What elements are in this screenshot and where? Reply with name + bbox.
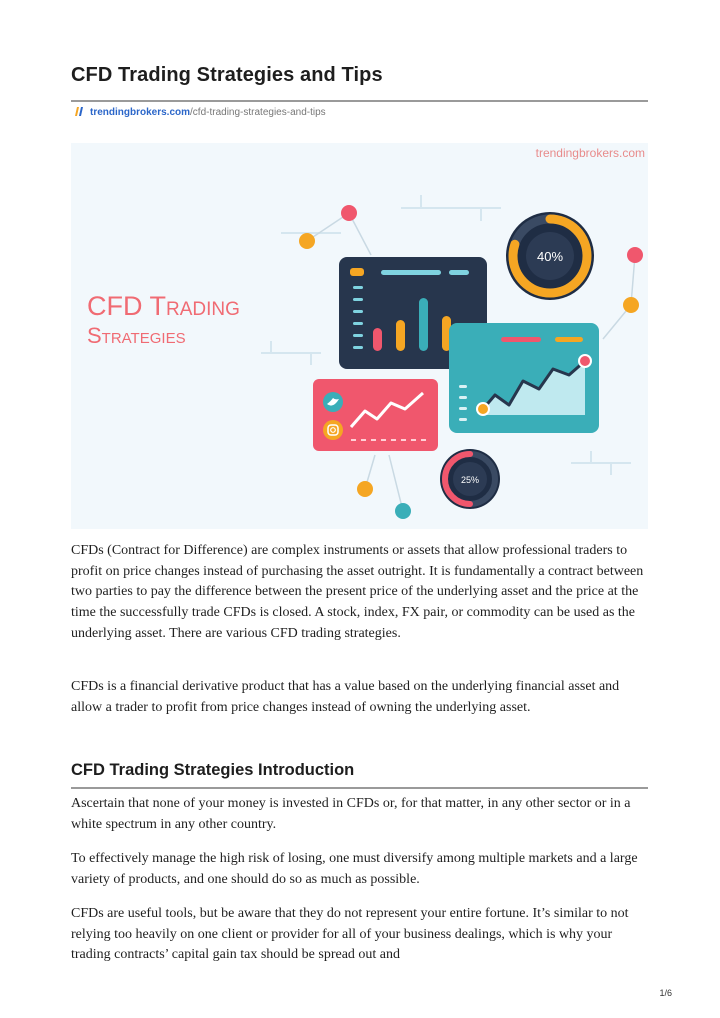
hero-watermark: trendingbrokers.com: [535, 146, 645, 160]
hero-illustration: [71, 143, 648, 529]
page-title: CFD Trading Strategies and Tips: [71, 64, 383, 86]
hero-heading-line1: CFD Trading: [87, 291, 240, 321]
instagram-icon: [323, 420, 343, 440]
page-indicator: 1/6: [659, 988, 672, 998]
source-link[interactable]: [90, 107, 326, 118]
trendingbrokers-logo-icon: [73, 107, 85, 116]
social-card: [313, 379, 438, 451]
paragraph-diversify: To effectively manage the high risk of losing, one must diversify among multiple markets and a large variety of products, and one should do so as much as possible.: [71, 851, 638, 887]
paragraph-useful-tools: CFDs are useful tools, but be aware that they do not represent your entire fortune. It’s similar to not relying too heavily on one client or provider for all of your business dealings, which is why your trading contracts’ capital gain tax should be spread out and: [71, 906, 629, 963]
dot-pink-right: [627, 247, 643, 263]
dot-teal-bottom: [395, 503, 411, 519]
bar-3: [419, 298, 428, 351]
line-chart-card: [449, 323, 599, 433]
donut-small-label: 25%: [460, 475, 480, 485]
paragraph-ascertain: Ascertain that none of your money is invested in CFDs or, for that matter, in any other sector or in a white spectrum in any other country.: [71, 796, 631, 832]
dot-orange-right: [623, 297, 639, 313]
donut-large-label: 40%: [536, 249, 564, 264]
paragraph-intro: CFDs (Contract for Difference) are complex instruments or assets that allow professional traders to profit on price changes instead of purchasing the asset outright. It is fundamentally a contract between two parties to pay the difference between the present price of the underlying asset and the price at the time the successfully trade CFDs is closed. A stock, index, FX pair, or commodity can be used as the underlying asset. There are various CFD trading strategies.: [71, 543, 644, 641]
donut-small: [440, 449, 500, 509]
paragraph-definition: CFDs is a financial derivative product that has a value based on the underlying financial asset and allow a trader to profit from price changes instead of owning the underlying asset.: [71, 679, 620, 715]
donut-large: [506, 212, 594, 300]
dot-orange-left: [299, 233, 315, 249]
dot-pink-top: [341, 205, 357, 221]
section-divider: [71, 787, 648, 789]
title-divider: [71, 100, 648, 102]
bar-2: [396, 320, 405, 351]
hero-svg: [71, 143, 648, 529]
source-path[interactable]: /cfd-trading-strategies-and-tips: [190, 107, 326, 118]
source-line: [73, 107, 326, 118]
source-domain[interactable]: trendingbrokers.com: [90, 107, 191, 118]
hero-heading-line2: Strategies: [87, 323, 186, 348]
bar-1: [373, 328, 382, 351]
dot-orange-bottom: [357, 481, 373, 497]
section-heading: CFD Trading Strategies Introduction: [71, 761, 355, 779]
